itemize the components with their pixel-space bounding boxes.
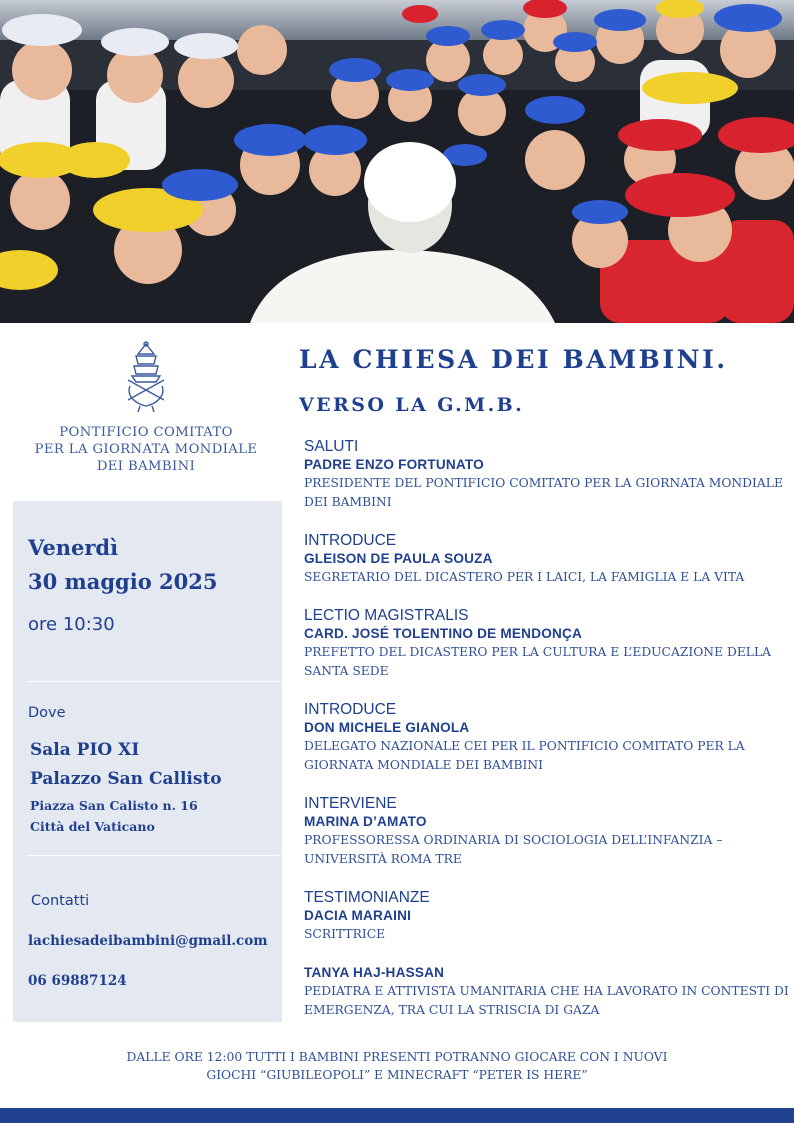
footer-line: GIOCHI “GIUBILEOPOLI” E MINECRAFT “PETER IS HERE”: [206, 1068, 588, 1082]
program-role: TESTIMONIANZE: [304, 889, 430, 906]
contact-email[interactable]: lachiesadeibambini@gmail.com: [28, 933, 268, 949]
event-day: Venerdì: [28, 535, 119, 560]
children-with-pope-photo: [0, 0, 794, 323]
program-item: [304, 701, 790, 775]
program-speaker: DACIA MARAINI: [304, 908, 412, 923]
venue-room: Sala PIO XI: [30, 740, 140, 760]
event-subtitle: VERSO LA G.M.B.: [299, 394, 525, 416]
program-role: SALUTI: [304, 438, 359, 455]
program-speaker: CARD. JOSÉ TOLENTINO DE MENDONÇA: [304, 626, 583, 641]
event-title: LA CHIESA DEI BAMBINI.: [299, 345, 728, 374]
where-label: Dove: [28, 705, 66, 721]
program-item: [304, 532, 790, 587]
program-speaker-title: PROFESSORESSA ORDINARIA DI SOCIOLOGIA DELL’INFANZIA – UNIVERSITÀ ROMA TRE: [304, 833, 723, 866]
info-panel: [13, 501, 282, 1022]
photo-illustration: [0, 0, 794, 323]
divider: [27, 681, 279, 682]
program-speaker: MARINA D’AMATO: [304, 814, 427, 829]
program-item: [304, 438, 790, 512]
bottom-bar: [0, 1108, 794, 1123]
program-speaker-title: DELEGATO NAZIONALE CEI PER IL PONTIFICIO COMITATO PER LA GIORNATA MONDIALE DEI BAMBINI: [304, 739, 745, 772]
program-role: LECTIO MAGISTRALIS: [304, 607, 469, 624]
program-speaker: GLEISON DE PAULA SOUZA: [304, 551, 493, 566]
program-speaker: DON MICHELE GIANOLA: [304, 720, 470, 735]
program-item: [304, 964, 790, 1020]
organization-name: PONTIFICIO COMITATO PER LA GIORNATA MONDIALE DEI BAMBINI: [34, 425, 258, 474]
program-list: [304, 438, 790, 1040]
footer-line: DALLE ORE 12:00 TUTTI I BAMBINI PRESENTI POTRANNO GIOCARE CON I NUOVI: [126, 1050, 668, 1064]
program-item: [304, 889, 790, 944]
venue-address: Piazza San Calisto n. 16: [30, 798, 198, 813]
venue-building: Palazzo San Callisto: [30, 769, 222, 789]
program-speaker-title: PREFETTO DEL DICASTERO PER LA CULTURA E L’EDUCAZIONE DELLA SANTA SEDE: [304, 645, 772, 678]
contacts-label: Contatti: [31, 893, 90, 909]
program-role: INTERVIENE: [304, 795, 397, 812]
program-speaker: TANYA HAJ-HASSAN: [304, 965, 445, 980]
program-role: INTRODUCE: [304, 532, 397, 549]
footer-note: [60, 1048, 734, 1084]
program-speaker-title: SEGRETARIO DEL DICASTERO PER I LAICI, LA FAMIGLIA E LA VITA: [304, 570, 745, 584]
program-speaker-title: SCRITTRICE: [304, 927, 386, 941]
event-date: 30 maggio 2025: [28, 569, 218, 594]
program-speaker-title: PEDIATRA E ATTIVISTA UMANITARIA CHE HA LAVORATO IN CONTESTI DI EMERGENZA, TRA CUI LA STRISCIA DI GAZA: [304, 984, 789, 1017]
venue-city: Città del Vaticano: [30, 819, 155, 834]
contact-phone[interactable]: 06 69887124: [28, 973, 127, 989]
papal-emblem-icon: [116, 340, 176, 412]
event-time: ore 10:30: [28, 614, 115, 635]
program-item: [304, 795, 790, 869]
program-item: [304, 607, 790, 681]
program-role: INTRODUCE: [304, 701, 397, 718]
program-speaker: PADRE ENZO FORTUNATO: [304, 457, 484, 472]
program-speaker-title: PRESIDENTE DEL PONTIFICIO COMITATO PER LA GIORNATA MONDIALE DEI BAMBINI: [304, 476, 783, 509]
divider: [27, 855, 279, 856]
